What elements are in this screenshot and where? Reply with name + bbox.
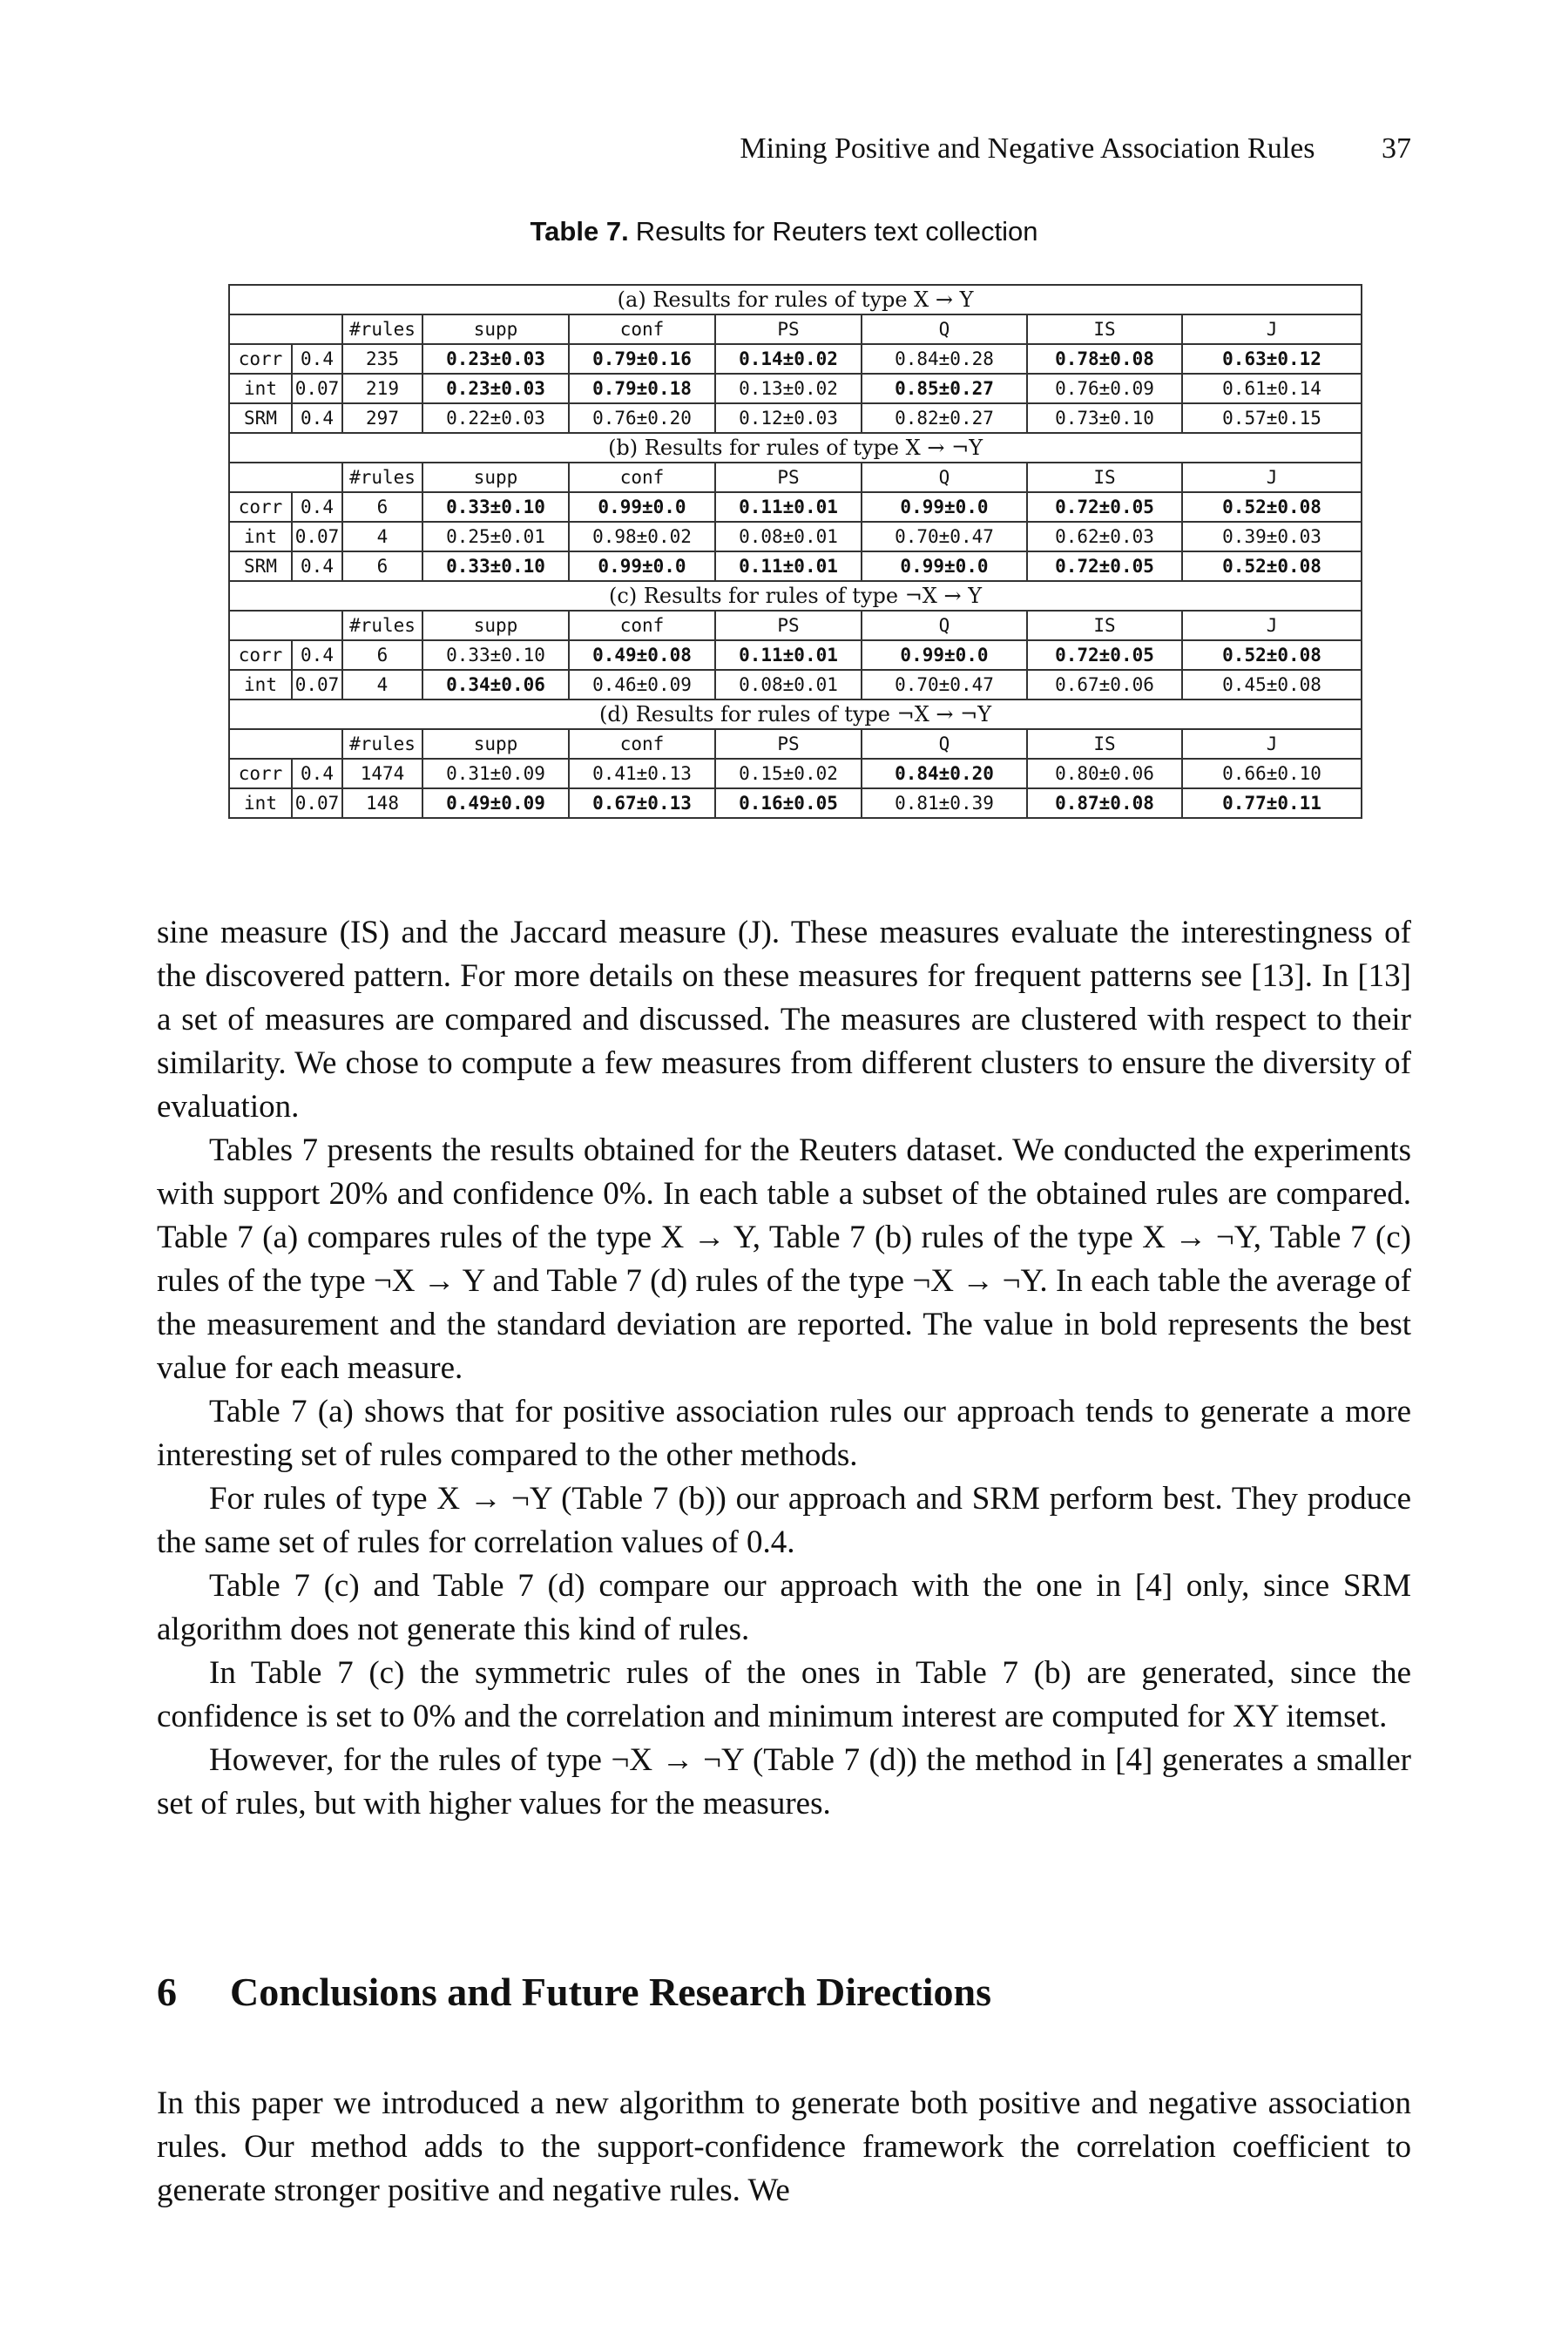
table-caption [0,216,1568,247]
supp-cell: 0.23±0.03 [422,374,569,403]
method-cell: corr [229,492,292,522]
table-row [229,344,1362,374]
column-header: PS [715,314,862,344]
column-header: Q [862,611,1027,640]
j-cell: 0.39±0.03 [1182,522,1362,551]
q-cell: 0.85±0.27 [862,374,1027,403]
param-cell: 0.4 [292,403,342,433]
rules-cell: 219 [342,374,422,403]
ps-cell: 0.12±0.03 [715,403,862,433]
supp-cell: 0.33±0.10 [422,492,569,522]
method-cell: corr [229,344,292,374]
rules-cell: 148 [342,788,422,818]
body-text [157,911,1411,1826]
paragraph: Tables 7 presents the results obtained for the Reuters dataset. We conducted the experiments with support 20% and confidence 0%. In each table a subset of the obtained rules are compared. Table 7 (a) compares rules of the type X → Y, Table 7 (b) rules of the type X → ¬Y, Table 7 (c) rules of the type ¬X → Y and Table 7 (d) rules of the type ¬X → ¬Y. In each table the average of the measurement and the standard deviation are reported. The value in bold represents the best value for each measure. [157,1132,1411,1386]
table-row [229,522,1362,551]
q-cell: 0.70±0.47 [862,522,1027,551]
section-title: (b) Results for rules of type X → ¬Y [229,433,1362,463]
column-header: supp [422,314,569,344]
param-cell: 0.4 [292,551,342,581]
paragraph: For rules of type X → ¬Y (Table 7 (b)) our approach and SRM perform best. They produce the same set of rules for correlation values of 0.4. [157,1481,1411,1560]
supp-cell: 0.25±0.01 [422,522,569,551]
conf-cell: 0.79±0.16 [569,344,715,374]
supp-cell: 0.31±0.09 [422,759,569,788]
q-cell: 0.84±0.20 [862,759,1027,788]
table-row [229,788,1362,818]
paragraph: In this paper we introduced a new algorithm to generate both positive and negative association rules. Our method adds to the support-confidence framework the correlation coefficient to generate stronger positive and negative rules. We [157,2085,1411,2208]
method-cell: int [229,522,292,551]
paragraph: Table 7 (a) shows that for positive association rules our approach tends to generate a more interesting set of rules compared to the other methods. [157,1394,1411,1473]
conf-cell: 0.98±0.02 [569,522,715,551]
section-title-row [229,581,1362,611]
param-cell: 0.07 [292,670,342,700]
table-row [229,551,1362,581]
section-title: Conclusions and Future Research Directions [230,1970,992,2014]
q-cell: 0.84±0.28 [862,344,1027,374]
column-header: #rules [342,611,422,640]
conf-cell: 0.49±0.08 [569,640,715,670]
method-cell: corr [229,759,292,788]
rules-cell: 4 [342,522,422,551]
j-cell: 0.63±0.12 [1182,344,1362,374]
is-cell: 0.78±0.08 [1027,344,1182,374]
column-header-row [229,463,1362,492]
table-row [229,374,1362,403]
q-cell: 0.99±0.0 [862,551,1027,581]
column-header: IS [1027,611,1182,640]
param-cell: 0.07 [292,788,342,818]
column-header: Q [862,729,1027,759]
j-cell: 0.52±0.08 [1182,492,1362,522]
column-header: supp [422,611,569,640]
table-row [229,759,1362,788]
ps-cell: 0.08±0.01 [715,670,862,700]
section-title-row [229,433,1362,463]
paragraph: In Table 7 (c) the symmetric rules of the ones in Table 7 (b) are generated, since the confidence is set to 0% and the correlation and minimum interest are computed for XY itemset. [157,1655,1411,1734]
is-cell: 0.67±0.06 [1027,670,1182,700]
j-cell: 0.52±0.08 [1182,640,1362,670]
method-cell: int [229,670,292,700]
method-cell: SRM [229,551,292,581]
column-header-row [229,611,1362,640]
paragraph: Table 7 (c) and Table 7 (d) compare our approach with the one in [4] only, since SRM algorithm does not generate this kind of rules. [157,1568,1411,1647]
conclusion-text [157,2082,1411,2213]
table-caption-label: Table 7. [530,216,629,247]
section-number: 6 [157,1970,177,2014]
j-cell: 0.57±0.15 [1182,403,1362,433]
ps-cell: 0.11±0.01 [715,551,862,581]
ps-cell: 0.11±0.01 [715,640,862,670]
is-cell: 0.73±0.10 [1027,403,1182,433]
j-cell: 0.52±0.08 [1182,551,1362,581]
method-cell: int [229,374,292,403]
j-cell: 0.45±0.08 [1182,670,1362,700]
ps-cell: 0.14±0.02 [715,344,862,374]
param-cell: 0.4 [292,492,342,522]
column-header: Q [862,463,1027,492]
ps-cell: 0.15±0.02 [715,759,862,788]
conf-cell: 0.99±0.0 [569,492,715,522]
is-cell: 0.87±0.08 [1027,788,1182,818]
column-header: conf [569,314,715,344]
column-header-row [229,729,1362,759]
running-head [157,132,1411,166]
conf-cell: 0.99±0.0 [569,551,715,581]
j-cell: 0.61±0.14 [1182,374,1362,403]
column-header: supp [422,729,569,759]
supp-cell: 0.23±0.03 [422,344,569,374]
paragraph: sine measure (IS) and the Jaccard measure (J). These measures evaluate the interestingness of the discovered pattern. For more details on these measures for frequent patterns see [13]. In [13] a set of measures are compared and discussed. The measures are clustered with respect to their similarity. We chose to compute a few measures from different clusters to ensure the diversity of evaluation. [157,915,1411,1125]
column-header: conf [569,729,715,759]
ps-cell: 0.08±0.01 [715,522,862,551]
column-header: IS [1027,314,1182,344]
supp-cell: 0.49±0.09 [422,788,569,818]
column-header: #rules [342,729,422,759]
table-caption-text: Results for Reuters text collection [635,216,1038,247]
column-header: IS [1027,463,1182,492]
column-header: supp [422,463,569,492]
conf-cell: 0.79±0.18 [569,374,715,403]
j-cell: 0.77±0.11 [1182,788,1362,818]
column-header: #rules [342,314,422,344]
header-blank [229,611,342,640]
column-header: PS [715,729,862,759]
supp-cell: 0.33±0.10 [422,640,569,670]
ps-cell: 0.13±0.02 [715,374,862,403]
method-cell: int [229,788,292,818]
q-cell: 0.99±0.0 [862,492,1027,522]
section-title: (c) Results for rules of type ¬X → Y [229,581,1362,611]
column-header: #rules [342,463,422,492]
rules-cell: 6 [342,492,422,522]
ps-cell: 0.16±0.05 [715,788,862,818]
section-title: (d) Results for rules of type ¬X → ¬Y [229,700,1362,729]
rules-cell: 1474 [342,759,422,788]
table-row [229,640,1362,670]
table-row [229,492,1362,522]
results-table [228,284,1362,819]
supp-cell: 0.33±0.10 [422,551,569,581]
column-header: J [1182,729,1362,759]
q-cell: 0.70±0.47 [862,670,1027,700]
rules-cell: 6 [342,640,422,670]
ps-cell: 0.11±0.01 [715,492,862,522]
rules-cell: 235 [342,344,422,374]
column-header: IS [1027,729,1182,759]
q-cell: 0.99±0.0 [862,640,1027,670]
method-cell: corr [229,640,292,670]
is-cell: 0.72±0.05 [1027,551,1182,581]
supp-cell: 0.22±0.03 [422,403,569,433]
param-cell: 0.4 [292,640,342,670]
section-title-row [229,700,1362,729]
running-title: Mining Positive and Negative Association Rules [740,132,1315,165]
section-title: (a) Results for rules of type X → Y [229,285,1362,314]
conf-cell: 0.41±0.13 [569,759,715,788]
column-header: Q [862,314,1027,344]
param-cell: 0.07 [292,374,342,403]
conf-cell: 0.67±0.13 [569,788,715,818]
column-header: PS [715,463,862,492]
param-cell: 0.4 [292,759,342,788]
header-blank [229,314,342,344]
q-cell: 0.82±0.27 [862,403,1027,433]
is-cell: 0.76±0.09 [1027,374,1182,403]
q-cell: 0.81±0.39 [862,788,1027,818]
page-number: 37 [1382,132,1411,165]
header-blank [229,729,342,759]
section-heading [157,1969,1411,2015]
supp-cell: 0.34±0.06 [422,670,569,700]
table-row [229,403,1362,433]
column-header: J [1182,611,1362,640]
column-header: J [1182,314,1362,344]
section-title-row [229,285,1362,314]
is-cell: 0.72±0.05 [1027,492,1182,522]
param-cell: 0.4 [292,344,342,374]
rules-cell: 4 [342,670,422,700]
is-cell: 0.80±0.06 [1027,759,1182,788]
rules-cell: 6 [342,551,422,581]
column-header-row [229,314,1362,344]
table-row [229,670,1362,700]
rules-cell: 297 [342,403,422,433]
column-header: conf [569,463,715,492]
is-cell: 0.62±0.03 [1027,522,1182,551]
method-cell: SRM [229,403,292,433]
header-blank [229,463,342,492]
is-cell: 0.72±0.05 [1027,640,1182,670]
column-header: J [1182,463,1362,492]
column-header: conf [569,611,715,640]
column-header: PS [715,611,862,640]
param-cell: 0.07 [292,522,342,551]
conf-cell: 0.76±0.20 [569,403,715,433]
j-cell: 0.66±0.10 [1182,759,1362,788]
conf-cell: 0.46±0.09 [569,670,715,700]
paragraph: However, for the rules of type ¬X → ¬Y (Table 7 (d)) the method in [4] generates a smaller set of rules, but with higher values for the measures. [157,1742,1411,1821]
